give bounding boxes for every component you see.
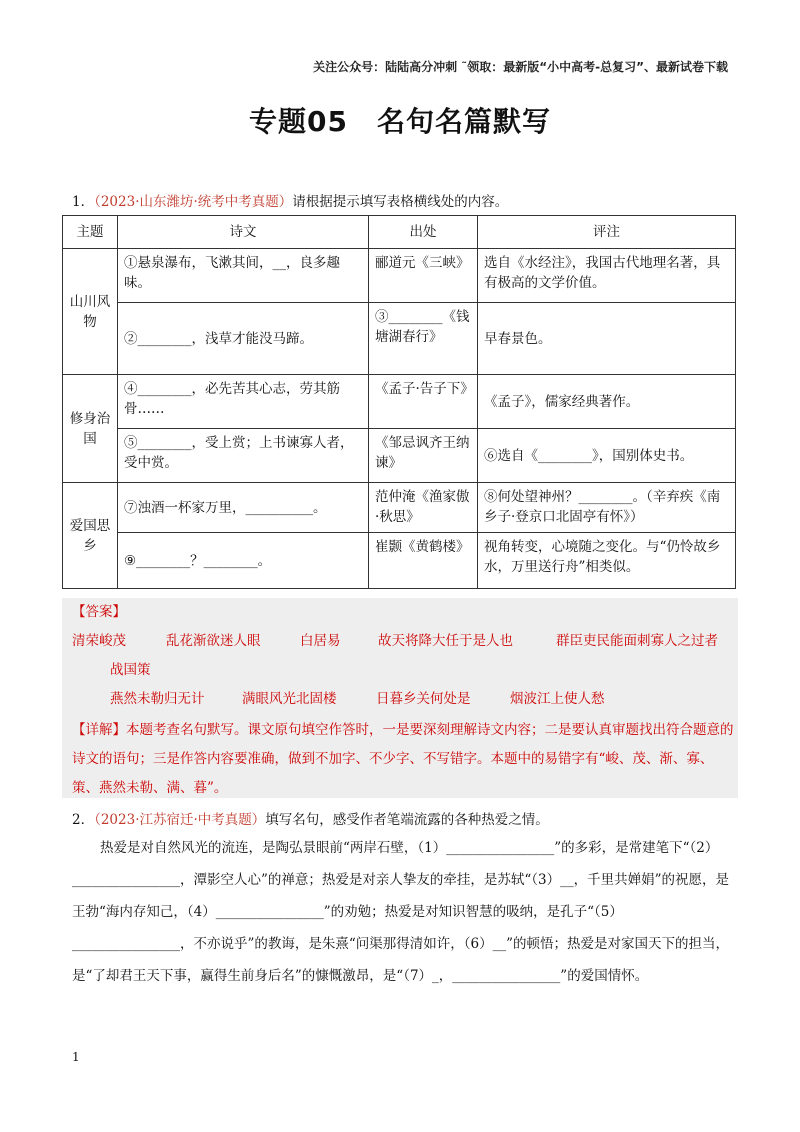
table-header-row [63,216,736,249]
note-cell: 选自《水经注》，我国古代地理名著，具有极高的文学价值。 [478,249,736,303]
answer-item: 清荣峻茂 [72,633,126,649]
answer-label: 【答案】 [72,604,126,620]
note-cell: 视角转变，心境随之变化。与“仍怜故乡水，万里送行舟”相类似。 [478,533,736,589]
note-cell: 《孟子》，儒家经典著作。 [478,375,736,429]
detail-label: 【详解】 [72,722,126,738]
poem-cell: ⑨________？________。 [118,533,369,589]
source-cell: 崔颢《黄鹤楼》 [369,533,478,589]
header-theme: 主题 [63,216,118,249]
poem-cell: ⑤________，受上赏；上书谏寡人者，受中赏。 [118,429,369,483]
note-cell: ⑥选自《________》，国别体史书。 [478,429,736,483]
source-cell: ③________《钱塘湖春行》 [369,303,478,375]
header-note: 关注公众号：陆陆高分冲刺 ˜领取：最新版“小中高考-总复习”、最新试卷下载 [313,60,728,74]
poem-cell: ④________，必先苦其心志，劳其筋骨…… [118,375,369,429]
question-source: （2023·江苏宿迁·中考真题） [94,812,266,828]
answer-item: 故天将降大任于是人也 [378,633,513,649]
question-2-body: 热爱是对自然风光的流连，是陶弘景眼前“两岸石壁，（1）________________”的多彩，是常建笔下“（2）________________，潭影空人心”的禅意；热爱是对亲人挚友的牵挂，是苏轼“（3）__，千里共婵娟”的祝愿，是王勃“海内存知己，（4）________________”的劝勉；热爱是对知识智慧的吸纳，是孔子“（5）________________，不亦说乎”的教诲，是朱熹“问渠那得清如许，（6）__”的顿悟；热爱是对家国天下的担当，是“了却君王天下事，赢得生前身后名”的慷慨激昂，是“（7）_，________________”的爱国情怀。 [72,840,730,984]
answer-item: 乱花渐欲迷人眼 [166,633,261,649]
page-number: 1 [72,1050,80,1064]
question-number: 2． [72,812,95,828]
page-title: 专题05 名句名篇默写 [249,105,551,138]
table-row [63,249,736,303]
answer-item: 烟波江上使人愁 [510,691,605,707]
answer-detail [72,716,737,803]
source-cell: 郦道元《三峡》 [369,249,478,303]
answer-item: 燕然未勒归无计 [110,691,205,707]
poem-cell: ①悬泉瀑布，飞漱其间，__，良多趣味。 [118,249,369,303]
header-note: 评注 [478,216,736,249]
question-source: （2023·山东潍坊·统考中考真题） [94,194,293,210]
theme-cell: 山川风物 [63,249,118,375]
poem-table [62,215,736,589]
note-cell: 早春景色。 [478,303,736,375]
table-row [63,483,736,533]
question-prompt: 请根据提示填写表格横线处的内容。 [292,194,509,210]
detail-text: 本题考查名句默写。课文原句填空作答时，一是要深刻理解诗文内容；二是要认真审题找出符合题意的诗文的语句；三是作答内容要准确，做到不加字、不少字、不写错字。本题中的易错字有“峻、茂、渐、寡、策、燕然未勒、满、暮”。 [72,722,734,796]
theme-cell: 爱国思乡 [63,483,118,589]
answer-item: 日暮乡关何处是 [376,691,471,707]
question-number: 1． [72,194,95,210]
note-cell: ⑧何处望神州？________。（辛弃疾《南乡子·登京口北固亭有怀》） [478,483,736,533]
question-2-stem [72,808,549,828]
source-cell: 范仲淹《渔家傲·秋思》 [369,483,478,533]
poem-cell: ⑦浊酒一杯家万里，__________。 [118,483,369,533]
table-row [63,303,736,375]
question-prompt: 填写名句，感受作者笔端流露的各种热爱之情。 [265,812,549,828]
table-row [63,375,736,429]
header-poem: 诗文 [118,216,369,249]
answer-item: 群臣吏民能面刺寡人之过者 [556,633,718,649]
table-row [63,533,736,589]
question-1-stem [72,190,508,210]
header-source: 出处 [369,216,478,249]
answer-item: 战国策 [110,662,151,678]
table-row [63,429,736,483]
source-cell: 《孟子·告子下》 [369,375,478,429]
source-cell: 《邹忌讽齐王纳谏》 [369,429,478,483]
theme-cell: 修身治国 [63,375,118,483]
poem-cell: ②________，浅草才能没马蹄。 [118,303,369,375]
answer-item: 满眼风光北固楼 [242,691,337,707]
answer-item: 白居易 [300,633,341,649]
